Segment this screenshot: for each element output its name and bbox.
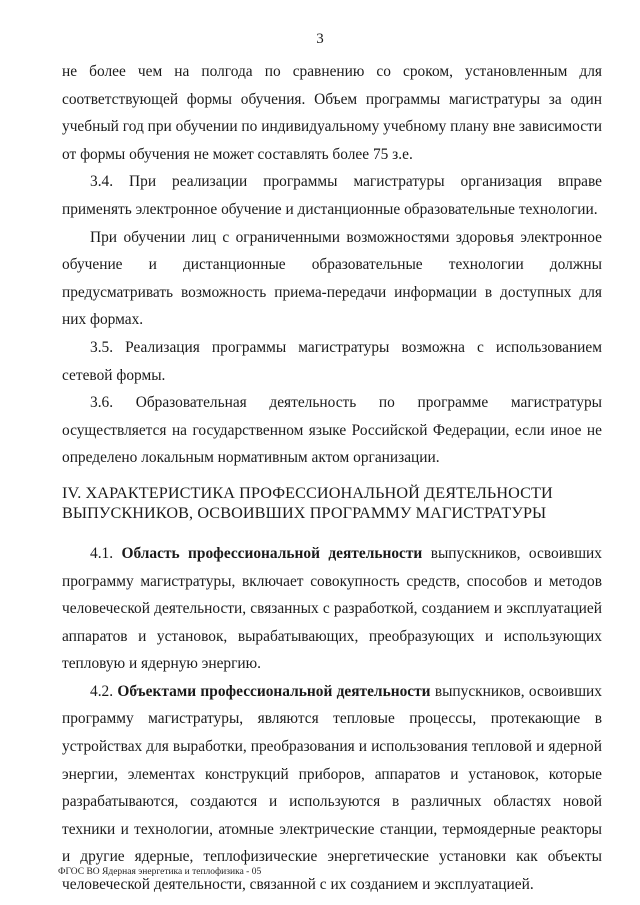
page-number: 3 bbox=[316, 31, 324, 47]
paragraph-4-1-term: Область профессиональной деятельности bbox=[121, 544, 423, 562]
paragraph-4-1-text: выпускников, освоивших программу магистратуры, включает совокупность средств, способов и методов человеческой деятельности, связанных с разработкой, созданием и эксплуатацией аппаратов и установок, вырабатывающих, преобразующих и использующих тепловую и ядерную энергию. bbox=[62, 544, 602, 673]
paragraph-continuation: не более чем на полгода по сравнению со сроком, установленным для соответствующей формы обучения. Объем программы магистратуры за один учебный год при обучении по индивидуальному учебному плану вне зависимости от формы обучения не может составлять более 75 з.е. bbox=[62, 63, 602, 163]
page-footer: ФГОС ВО Ядерная энергетика и теплофизика - 05 bbox=[58, 867, 262, 877]
paragraph-3-6: 3.6. Образовательная деятельность по программе магистратуры осуществляется на государственном языке Российской Федерации, если иное не определено локальным нормативным актом организации. bbox=[62, 394, 602, 467]
document-body bbox=[62, 58, 602, 899]
paragraph-4-2-number: 4.2. bbox=[90, 682, 114, 700]
paragraph-disabilities: При обучении лиц с ограниченными возможностями здоровья электронное обучение и дистанционные образовательные технологии должны предусматривать возможность приема-передачи информации в доступных для них формах. bbox=[62, 228, 602, 329]
paragraph-4-2-text: выпускников, освоивших программу магистратуры, являются тепловые процессы, протекающие в устройствах для выработки, преобразования и использования тепловой и ядерной энергии, элементах конструкций приборов, аппаратов и установок, которые разрабатываются, создаются и используются в различных областях новой техники и технологии, атомные электрические станции, термоядерные реакторы и другие ядерные, теплофизические энергетические установки как объекты человеческой деятельности, связанной с их созданием и эксплуатацией. bbox=[62, 682, 602, 894]
paragraph-3-4: 3.4. При реализации программы магистратуры организация вправе применять электронное обучение и дистанционные образовательные технологии. bbox=[62, 173, 602, 218]
section-heading-line-1: IV. ХАРАКТЕРИСТИКА ПРОФЕССИОНАЛЬНОЙ ДЕЯТЕЛЬНОСТИ bbox=[62, 483, 553, 502]
paragraph-4-1 bbox=[62, 540, 602, 678]
paragraph-3-5: 3.5. Реализация программы магистратуры возможна с использованием сетевой формы. bbox=[62, 338, 602, 384]
section-heading-line-2: ВЫПУСКНИКОВ, ОСВОИВШИХ ПРОГРАММУ МАГИСТРАТУРЫ bbox=[62, 503, 547, 522]
section-heading bbox=[62, 483, 602, 523]
paragraph-4-2-term: Объектами профессиональной деятельности bbox=[117, 682, 431, 700]
paragraph-4-1-number: 4.1. bbox=[90, 544, 114, 562]
